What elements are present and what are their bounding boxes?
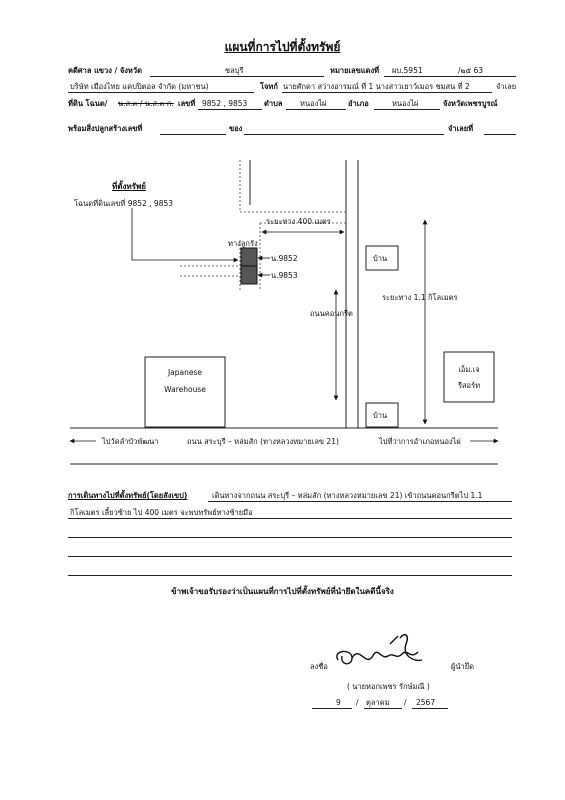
date-day-rule: [312, 698, 352, 709]
signature-date: [312, 698, 448, 708]
warehouse-label-2: Warehouse: [164, 385, 206, 394]
property-pointer-arrow: [132, 208, 238, 260]
directions-line1: เดินทางจากถนน สระบุรี – หล่มสัก (ทางหลวงหมายเลข 21) เข้าถนนคอนกรีตไป 1.1: [212, 491, 483, 500]
date-sep-2: /: [404, 698, 407, 707]
blank-line-2: [68, 546, 512, 557]
province-label: จังหวัดเพชรบูรณ์: [443, 99, 498, 108]
resort-label-1: เอ็ม.เจ: [458, 365, 480, 374]
blank-line-1: [68, 527, 512, 538]
to-right-label: ไปที่ว่าการอำเภอหนองไผ่: [379, 437, 461, 446]
land-strike: น.ส.๓ / น.ส.๓ ก.: [118, 99, 174, 108]
resort-box: [444, 352, 494, 402]
date-month: ตุลาคม: [366, 698, 390, 707]
distance-11-label: ระยะทาง 1.1 กิโลเมตร: [382, 293, 458, 302]
defendant-suffix: จำเลย: [496, 82, 517, 91]
to-left-label: ไปวัดลำบัวพัฒนา: [102, 437, 159, 446]
subdistrict-value: หนองไผ่: [300, 99, 327, 108]
land-no-label: เลขที่: [178, 99, 196, 108]
land-no-value: 9852 , 9853: [202, 99, 248, 108]
page-title: แผนที่การไปที่ตั้งทรัพย์: [224, 40, 341, 54]
district-value: หนองไผ่: [392, 99, 419, 108]
land-label: ที่ดิน โฉนด/: [68, 99, 108, 108]
main-road-label: ถนน สระบุรี – หล่มสัก (ทางหลวงหมายเลข 21): [187, 437, 339, 446]
plaintiff-value: บริษัท เมืองไทย แคปปิตอล จำกัด (มหาชน): [70, 82, 209, 91]
defendant-label: โจทก์: [260, 82, 278, 91]
building-label: พร้อมสิ่งปลูกสร้างเลขที่: [68, 124, 143, 133]
date-day: 9: [336, 698, 341, 707]
property-title: ที่ตั้งทรัพย์: [112, 182, 146, 191]
defendant-value: นายศักดา สว่างอารมณ์ ที่ 1 นางสาวเยาว์เมอร ชมสน ที่ 2: [283, 82, 470, 91]
district-label: อำเภอ: [348, 99, 369, 108]
path-label: ทางลูกรัง: [228, 239, 258, 248]
signer-name: ( นายหอกเพชร รักษ์มณี ): [347, 682, 430, 691]
court-value: ชลบุรี: [225, 66, 244, 75]
house2-label: บ้าน: [373, 411, 388, 420]
case-no-year: /๒๕ 63: [458, 66, 484, 75]
court-label: คดีศาล แขวง / จังหวัด: [68, 66, 142, 75]
certify-statement: ข้าพเจ้าขอรับรองว่าเป็นแผนที่การไปที่ตั้งทรัพย์ที่นำยึดในคดีนี้จริง: [171, 587, 394, 596]
of-label: ของ: [229, 124, 243, 133]
directions-label: การเดินทางไปที่ตั้งทรัพย์(โดยสังเขป): [68, 491, 188, 500]
signer-role: ผู้นำยึด: [451, 662, 474, 671]
plot2-label: น.9853: [271, 271, 298, 280]
date-year: 2567: [416, 698, 436, 707]
distance-400-label: ระยะทาง 400 เมตร: [266, 217, 331, 226]
defendant-no-label: จำเลยที่: [448, 124, 474, 133]
case-no-value: ผบ.5951: [392, 66, 423, 75]
warehouse-label-1: Japanese: [167, 368, 203, 377]
blank-line-3: [68, 565, 512, 576]
directions-line2: กิโลเมตร เลี้ยวซ้าย ไป 400 เมตร จะพบทรัพย์ทางซ้ายมือ: [70, 508, 253, 517]
property-deed: โฉนดที่ดินเลขที่ 9852 , 9853: [74, 199, 174, 208]
date-sep-1: /: [356, 698, 359, 707]
signature-image: [330, 630, 430, 680]
case-no-label: หมายเลขแดงที่: [330, 66, 380, 75]
concrete-road-label: ถนนคอนกรีต: [310, 309, 353, 318]
resort-label-2: รีสอร์ท: [457, 381, 481, 390]
sign-label: ลงชื่อ: [310, 662, 328, 671]
house1-label: บ้าน: [373, 254, 388, 263]
subdistrict-label: ตำบล: [264, 99, 283, 108]
plot1-label: น.9852: [271, 254, 298, 263]
